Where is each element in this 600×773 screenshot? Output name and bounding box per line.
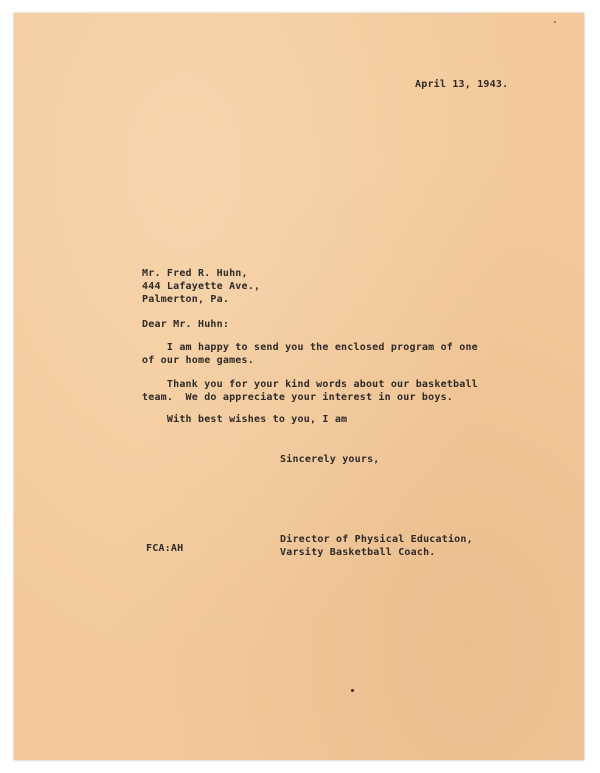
recipient-city: Palmerton, Pa.	[142, 294, 230, 305]
recipient-street: 444 Lafayette Ave.,	[142, 281, 261, 292]
salutation: Dear Mr. Huhn:	[142, 319, 230, 330]
paper-speck	[351, 689, 354, 692]
recipient-name: Mr. Fred R. Huhn,	[142, 268, 248, 279]
closing: Sincerely yours,	[280, 454, 380, 465]
typist-initials: FCA:AH	[146, 543, 184, 554]
paragraph-1-line-2: of our home games.	[142, 355, 254, 366]
paragraph-3-line-1: With best wishes to you, I am	[142, 414, 348, 425]
paper-speck	[554, 21, 556, 23]
signature-title-1: Director of Physical Education,	[280, 534, 473, 545]
letter-page	[14, 13, 584, 760]
paragraph-2-line-1: Thank you for your kind words about our basketball	[142, 379, 478, 390]
letter-date: April 13, 1943.	[415, 79, 509, 90]
paragraph-1-line-1: I am happy to send you the enclosed program of one	[142, 342, 478, 353]
paragraph-2-line-2: team. We do appreciate your interest in our boys.	[142, 392, 454, 403]
signature-title-2: Varsity Basketball Coach.	[280, 547, 436, 558]
